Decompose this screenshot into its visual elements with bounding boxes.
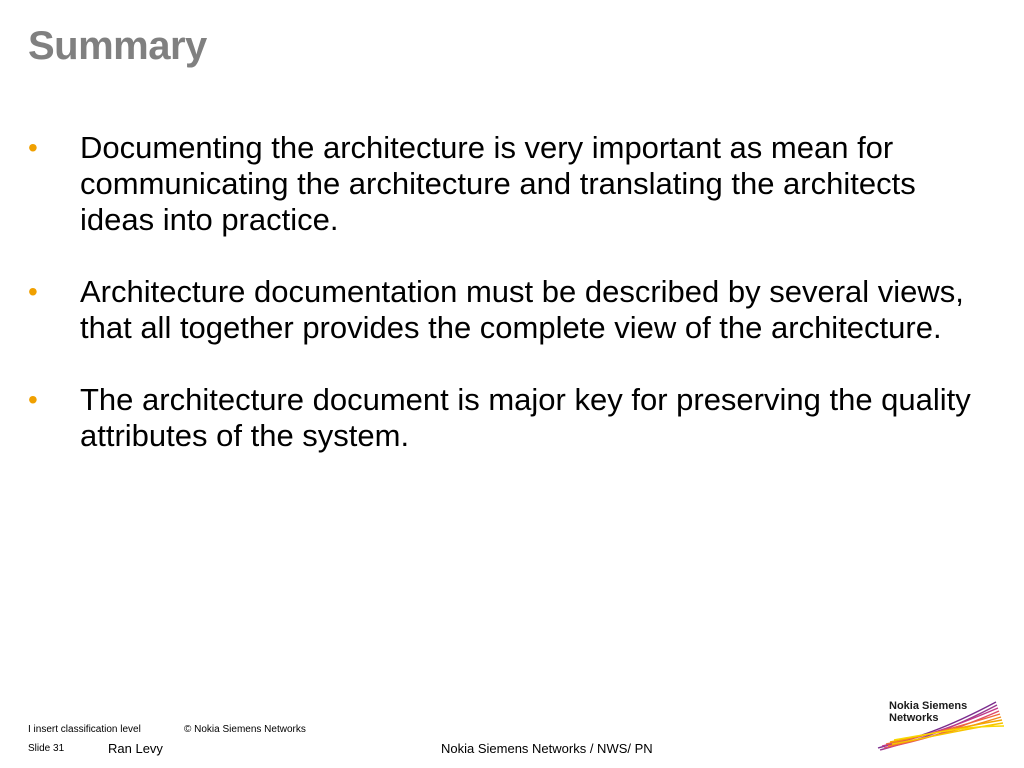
logo-line-2: Networks <box>889 712 939 724</box>
slide-number: Slide 31 <box>28 743 65 754</box>
classification-label: I insert classification level <box>28 724 141 735</box>
bullet-item <box>28 130 998 238</box>
organization-label: Nokia Siemens Networks / NWS/ PN <box>441 741 653 756</box>
bullet-text: The architecture document is major key for preserving the quality attributes of the system. <box>80 382 971 453</box>
bullet-item <box>28 382 998 454</box>
bullet-text: Documenting the architecture is very important as mean for communicating the architecture and translating the architects ideas into practice. <box>80 130 916 237</box>
logo-line-1: Nokia Siemens <box>889 700 968 712</box>
bullet-list <box>28 130 998 490</box>
bullet-icon: • <box>28 132 38 163</box>
bullet-icon: • <box>28 276 38 307</box>
author-label: Ran Levy <box>108 741 163 756</box>
bullet-icon: • <box>28 384 38 415</box>
logo-swoosh-icon <box>876 696 1006 756</box>
slide-title: Summary <box>28 24 207 68</box>
bullet-text: Architecture documentation must be described by several views, that all together provides the complete view of the architecture. <box>80 274 964 345</box>
copyright-label: © Nokia Siemens Networks <box>184 724 306 735</box>
company-logo <box>876 696 1006 756</box>
bullet-item <box>28 274 998 346</box>
